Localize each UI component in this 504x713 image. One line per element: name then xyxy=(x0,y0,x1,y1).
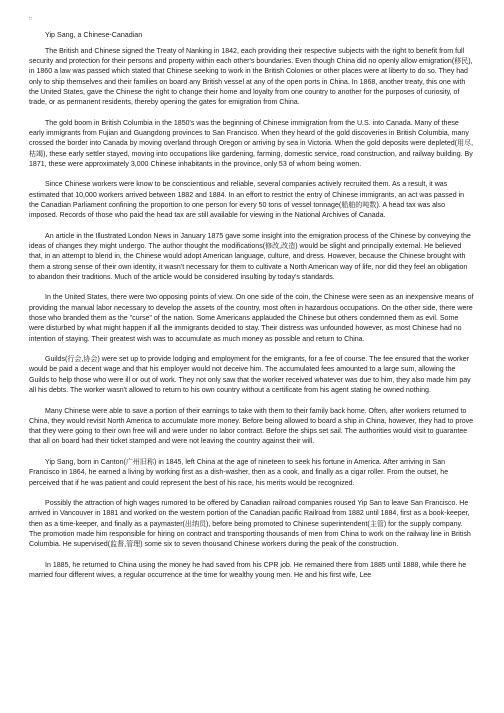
paragraph: Guilds(行会,协会) were set up to provide lodging and employment for the emigrants, for a fee of course. The fee ensured that the worker would be paid a decent wage and that his employer would not deceive him. The accumulated fees amounted to a large sum, allowing the Guilds to help those who were ill or out of work. They not only saw that the worker received whatever was due to him, they also made him pay all his debts. The worker wasn't allowed to return to his own country without a certificate from his agent stating he owned nothing. xyxy=(29,356,471,395)
document-body xyxy=(29,30,475,591)
page-marker: □ xyxy=(29,16,33,22)
paragraph: Possibly the attraction of high wages rumored to be offered by Canadian railroad companies roused Yip San to leave San Francisco. He arrived in Vancouver in 1881 and worked on the western portion of the Canadian pacific Railroad from 1882 until 1884, first as a book-keeper, then as a time-keeper, and finally as a paymaster(出纳员), before being promoted to Chinese superintendent(主管) for the supply company. The promotion made him responsible for hiring on contract and transporting thousands of men from China to work on the railway line in British Columbia. He supervised(监督,管理) some six to seven thousand Chinese workers during the peak of the construction. xyxy=(29,499,471,549)
paragraph: The British and Chinese signed the Treaty of Nanking in 1842, each providing their respective subjects with the right to benefit from full security and protection for their persons and property within each other's boundaries. Even though China did no openly allow emigration(移民), in 1860 a law was passed which stated that Chinese seeking to work in the British Colonies or other places were at liberty to do so. They had only to ship themselves and their families on board any British vessel at any of the open ports in China. In 1868, another treaty, this one with the United States, gave the Chinese the right to change their home and loyalty from one country to another for the purposes of curiosity, of trade, or as permanent residents, thereby opening the gates for emigration from China. xyxy=(29,47,473,107)
paragraph: The gold boom in British Columbia in the 1850's was the beginning of Chinese immigration from the U.S. into Canada. Many of these early immigrants from Fujian and Guangdong provinces to San Francisco. When they heard of the gold discoveries in British Columbia, many crossed the border into Canada by moving overland through Oregon or arriving by sea in Victoria. When the gold deposits were depleted(用尽,枯竭), these early settler stayed, moving into occupations like gardening, farming, domestic service, road construction, and railway building. By 1871, these were approximately 3,000 Chinese inhabitants in the province, only 53 of whom being women. xyxy=(29,119,474,168)
paragraph: In the United States, there were two opposing points of view. On one side of the coin, the Chinese were seen as an inexpensive means of providing the manual labor necessary to develop the assets of the country, most often in hazardous occupations. On the other side, there were those who branded them as the "curse" of the nation. Some Americans applauded the Chinese but others condemned them as evil. Some were disturbed by what might happen if all the immigrants decided to stay. Their distress was unfounded however, as most Chinese had no intention of staying. Their greatest wish was to accumulate as much money as possible and return to China. xyxy=(29,294,474,343)
paragraph: An article in the Illustrated London News in January 1875 gave some insight into the emigration process of the Chinese by conveying the ideas of changes they might undergo. The author thought the modifications(修改,改造) would be slight and principally external. He believed that, in an attempt to blend in, the Chinese would adopt American language, culture, and dress. However, because the Chinese brought with them a strong sense of their own identity, it wasn't necessary for them to cultivate a North American way of life, nor did they feel an obligation to abandon their traditions. Much of the article would be considered insulting by today's standards. xyxy=(29,232,471,281)
paragraph: Many Chinese were able to save a portion of their earnings to take with them to their family back home. Often, after workers returned to China, they would revisit North America to accumulate more money. Before being allowed to board a ship in China, however, they had to prove that they were going to their own free will and were under no labor contract. Before the ships set sail. The authorities would visit to guarantee that all on board had their ticket stamped and were not leaving the country against their will. xyxy=(29,407,474,446)
paragraph: Since Chinese workers were know to be conscientious and reliable, several companies actively recruited them. As a result, it was estimated that 10,000 workers arrived between 1882 and 1884. In an effort to restrict the entry of Chinese immigrants, an act was passed in the Canadian Parliament confining the proportion to one person for every 50 tons of vessel tonnage(船舶的吨数). A head tax was also imposed. Records of those who paid the head tax are still available for viewing in the National Archives of Canada. xyxy=(29,181,465,220)
paragraph: Yip Sang, born in Canton(广州旧称) in 1845, left China at the age of nineteen to seek his fortune in America. After arriving in San Francisco in 1864, he earned a living by working first as a dish-washer, then as a cook, and finally as a cigar roller. From the outset, he perceived that if he was patient and could represent the best of his race, his merits would be recognized. xyxy=(29,458,449,487)
document-title: Yip Sang, a Chinese-Canadian xyxy=(45,31,143,39)
paragraph: In 1885, he returned to China using the money he had saved from his CPR job. He remained there from 1885 until 1888, while there he married four different wives, a regular occurrence at the time for wealthy young men. He and his first wife, Lee xyxy=(29,561,467,579)
